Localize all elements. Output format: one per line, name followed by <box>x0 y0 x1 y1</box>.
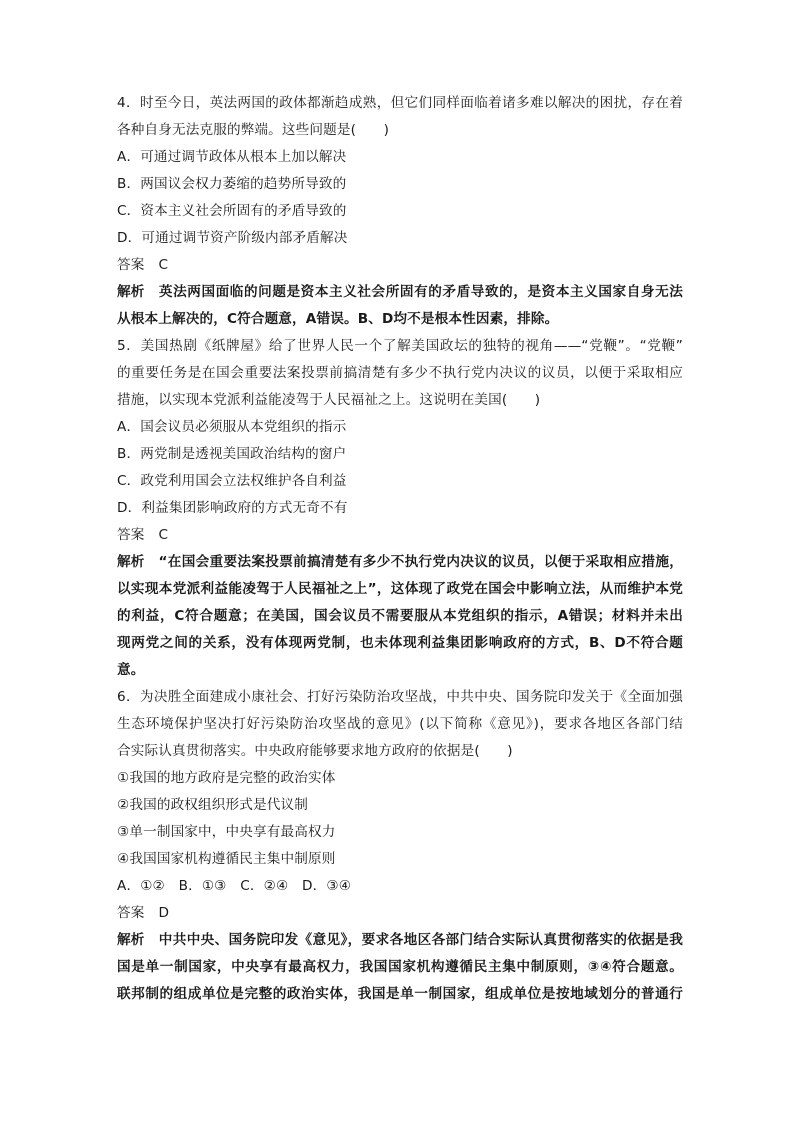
analysis-text: 英法两国面临的问题是资本主义社会所固有的矛盾导致的，是资本主义国家自身无法 <box>158 284 683 300</box>
answer-line <box>117 252 683 279</box>
statement-1: ①我国的地方政府是完整的政治实体 <box>117 770 336 786</box>
analysis-text: “在国会重要法案投票前搞清楚有多少不执行党内决议的议员，以便于采取相应措施， <box>158 554 683 570</box>
question-stem-line: 4．时至今日，英法两国的政体都渐趋成熟，但它们同样面临着诸多难以解决的困扰，存在着 <box>117 95 683 111</box>
question-stem-line: 措施，以实现本党派利益能凌驾于人民福祉之上。这说明在美国( ) <box>117 392 541 408</box>
option-c: C．资本主义社会所固有的矛盾导致的 <box>117 203 347 219</box>
answer-line <box>117 900 683 927</box>
analysis-label: 解析 <box>117 554 145 570</box>
answer-label: 答案 <box>117 257 145 273</box>
page-content <box>117 90 683 1008</box>
analysis-line: 的利益，C符合题意；在美国，国会议员不需要服从本党组织的指示，A错误；材料并未出 <box>117 608 683 624</box>
analysis-line <box>117 927 683 954</box>
statement-3: ③单一制国家中，中央享有最高权力 <box>117 824 336 840</box>
question-stem-line: 各种自身无法克服的弊端。这些问题是( ) <box>117 122 390 138</box>
answer-label: 答案 <box>117 527 145 543</box>
analysis-line: 联邦制的组成单位是完整的政治实体，我国是单一制国家，组成单位是按地域划分的普通行 <box>117 986 683 1002</box>
answer-line <box>117 522 683 549</box>
statement-2: ②我国的政权组织形式是代议制 <box>117 797 309 813</box>
analysis-line <box>117 279 683 306</box>
analysis-label: 解析 <box>117 284 145 300</box>
choice-options: A．①② B．①③ C．②④ D．③④ <box>117 878 352 894</box>
question-stem-line: 的重要任务是在国会重要法案投票前搞清楚有多少不执行党内决议的议员，以便于采取相应 <box>117 365 683 381</box>
question-5 <box>117 333 683 684</box>
question-6 <box>117 684 683 1008</box>
question-4 <box>117 90 683 333</box>
question-stem-line: 5．美国热剧《纸牌屋》给了世界人民一个了解美国政坛的独特的视角——“党鞭”。“党鞭” <box>117 338 683 354</box>
analysis-line: 意。 <box>117 662 145 678</box>
analysis-label: 解析 <box>117 932 145 948</box>
statement-4: ④我国国家机构遵循民主集中制原则 <box>117 851 336 867</box>
analysis-line: 国是单一制国家，中央享有最高权力，我国国家机构遵循民主集中制原则，③④符合题意。 <box>117 959 683 975</box>
analysis-line: 以实现本党派利益能凌驾于人民福祉之上”，这体现了政党在国会中影响立法，从而维护本党 <box>117 581 683 597</box>
option-a: A．国会议员必须服从本党组织的指示 <box>117 419 347 435</box>
option-b: B．两国议会权力萎缩的趋势所导致的 <box>117 176 347 192</box>
question-stem-line: 6．为决胜全面建成小康社会、打好污染防治攻坚战，中共中央、国务院印发关于《全面加强 <box>117 689 683 705</box>
answer-label: 答案 <box>117 905 145 921</box>
question-stem-line: 合实际认真贯彻落实。中央政府能够要求地方政府的依据是( ) <box>117 743 513 759</box>
option-a: A．可通过调节政体从根本上加以解决 <box>117 149 347 165</box>
answer-value: C <box>158 257 169 273</box>
question-stem-line: 生态环境保护坚决打好污染防治攻坚战的意见》(以下简称《意见》)，要求各地区各部门结 <box>117 716 683 732</box>
analysis-line: 从根本上解决的，C符合题意，A错误。B、D均不是根本性因素，排除。 <box>117 311 559 327</box>
answer-value: C <box>158 527 169 543</box>
option-c: C．政党利用国会立法权维护各自利益 <box>117 473 347 489</box>
option-b: B．两党制是透视美国政治结构的窗户 <box>117 446 347 462</box>
option-d: D．可通过调节资产阶级内部矛盾解决 <box>117 230 348 246</box>
analysis-line: 现两党之间的关系，没有体现两党制，也未体现利益集团影响政府的方式，B、D不符合题 <box>117 635 683 651</box>
answer-value: D <box>158 905 170 921</box>
analysis-line <box>117 549 683 576</box>
analysis-text: 中共中央、国务院印发《意见》，要求各地区各部门结合实际认真贯彻落实的依据是我 <box>158 932 683 948</box>
option-d: D．利益集团影响政府的方式无奇不有 <box>117 500 348 516</box>
